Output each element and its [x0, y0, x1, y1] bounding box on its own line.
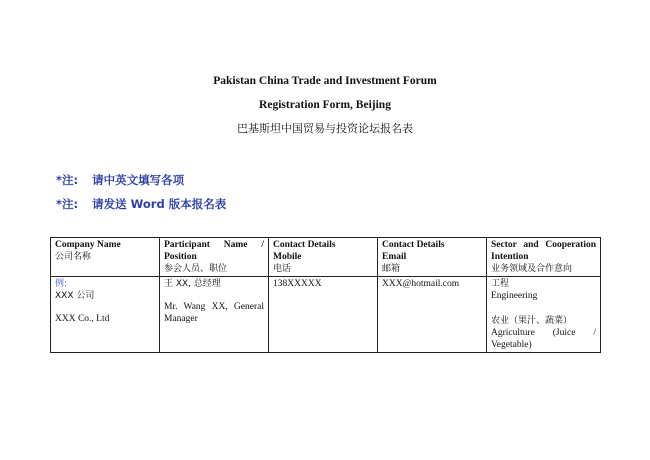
- note-text: 请中英文填写各项: [92, 173, 185, 187]
- cell-company: [51, 277, 160, 353]
- title-english: Pakistan China Trade and Investment Forum: [213, 75, 437, 87]
- company-name-zh: XXX 公司: [55, 291, 95, 301]
- cell-email: [378, 277, 487, 353]
- header-sector: Sector and Cooperation Intention 业务领域及合作意向: [487, 238, 601, 277]
- header-company-name: Company Name 公司名称: [51, 238, 160, 277]
- note-prefix: *注:: [56, 197, 79, 211]
- note-word-format: [56, 197, 226, 211]
- cell-mobile: [269, 277, 378, 353]
- participant-zh: 王 XX, 总经理: [164, 279, 221, 289]
- company-name-en: XXX Co., Ltd: [55, 314, 110, 324]
- example-label: 例:: [55, 279, 68, 289]
- email-value: XXX@hotmail.com: [382, 279, 460, 289]
- table-row: [51, 277, 601, 353]
- table-header-row: [51, 238, 601, 277]
- note-prefix: *注:: [56, 173, 79, 187]
- header-mobile: Contact Details Mobile 电话: [269, 238, 378, 277]
- note-text: 请发送 Word 版本报名表: [92, 197, 227, 211]
- subtitle-english: Registration Form, Beijing: [259, 99, 391, 111]
- sector-en-2: Agriculture (Juice /: [491, 328, 596, 338]
- sector-en-2b: Vegetable): [491, 340, 532, 350]
- cell-participant: [160, 277, 269, 353]
- registration-table: [50, 237, 601, 353]
- sector-zh-1: 工程: [491, 279, 510, 289]
- note-bilingual: [56, 173, 184, 187]
- header-email: Contact Details Email 邮箱: [378, 238, 487, 277]
- mobile-value: 138XXXXX: [273, 279, 322, 289]
- cell-sector: [487, 277, 601, 353]
- participant-en: Mr. Wang XX, General: [164, 302, 264, 312]
- sector-en-1: Engineering: [491, 291, 538, 301]
- title-chinese: 巴基斯坦中国贸易与投资论坛报名表: [237, 122, 413, 135]
- participant-en-position: Manager: [164, 314, 198, 324]
- sector-zh-2: 农业（果汁、蔬菜）: [491, 316, 573, 326]
- header-participant: Participant Name / Position 参会人员、职位: [160, 238, 269, 277]
